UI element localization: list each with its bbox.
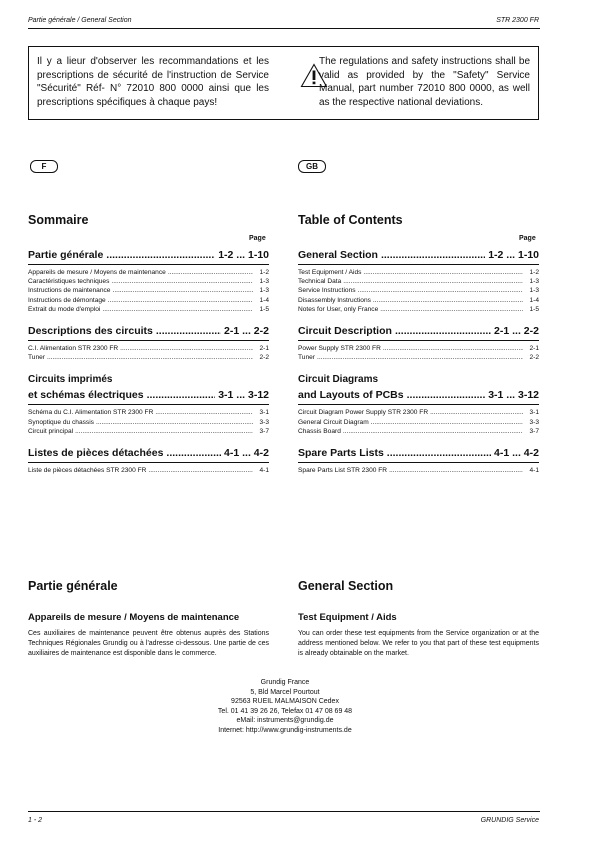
- toc-section-heading[interactable]: et schémas électriques ..... 3-1 ... 3-12: [28, 389, 269, 402]
- toc-item[interactable]: Extrait du mode d'emploi ..... 1-5: [28, 305, 269, 314]
- toc-item[interactable]: Technical Data ..... 1-3: [298, 277, 539, 286]
- safety-text-fr: Il y a lieur d'observer les recommandations et les prescriptions de sécurité de l'instruction de Service "Sécurité" Réf- N° 72010 800 0000 ainsi que les prescriptions spécifiques à chaque pays!: [37, 56, 269, 108]
- address-line: Tel. 01 41 39 26 26, Telefax 01 47 08 69 48: [217, 707, 353, 715]
- toc-item[interactable]: Synoptique du chassis ..... 3-3: [28, 418, 269, 427]
- address-website[interactable]: Internet: http://www.grundig-instruments.de: [218, 726, 352, 734]
- safety-text-en: The regulations and safety instructions shall be valid as provided by the "Safety" Service Manual, part number 72010 800 0000, as well as the respective national deviations.: [319, 56, 530, 108]
- general-subtitle-fr: Appareils de mesure / Moyens de maintenance: [28, 612, 240, 623]
- toc-item[interactable]: Tuner ..... 2-2: [298, 353, 539, 362]
- toc-item[interactable]: Tuner ..... 2-2: [28, 353, 269, 362]
- toc-item[interactable]: Power Supply STR 2300 FR ..... 2-1: [298, 344, 539, 353]
- toc-section-heading[interactable]: Spare Parts Lists ..... 4-1 ... 4-2: [298, 447, 539, 460]
- general-body-en: You can order these test equipments from the Service organization or at the address mentioned below. We refer to you that part of these test equipments is already obtainable on the market.: [298, 630, 539, 657]
- header-right: STR 2300 FR: [496, 17, 539, 24]
- general-body-fr: Ces auxiliaires de maintenance peuvent être obtenus auprès des Stations Techniques Régionales Grundig ou à l'adresse ci-dessous. Une partie de ces auxiliaires de maintenance est disponible dans le commerce.: [28, 630, 269, 657]
- toc-section-heading[interactable]: and Layouts of PCBs ..... 3-1 ... 3-12: [298, 389, 539, 402]
- toc-item[interactable]: Circuit Diagram Power Supply STR 2300 FR ..... 3-1: [298, 408, 539, 417]
- toc-section: [298, 325, 539, 362]
- header-rule: [28, 28, 540, 29]
- language-badge-fr: F: [30, 160, 58, 173]
- toc-item[interactable]: C.I. Alimentation STR 2300 FR ..... 2-1: [28, 344, 269, 353]
- toc-item[interactable]: Notes for User, only France ..... 1-5: [298, 305, 539, 314]
- safety-notice-box: [28, 46, 539, 120]
- toc-page-label-en: Page: [519, 235, 536, 242]
- toc-section: [28, 447, 269, 475]
- toc-item[interactable]: Spare Parts List STR 2300 FR ..... 4-1: [298, 466, 539, 475]
- toc-section-heading[interactable]: Partie générale ..... 1-2 ... 1-10: [28, 249, 269, 262]
- toc-item[interactable]: Disassembly Instructions ..... 1-4: [298, 296, 539, 305]
- toc-item[interactable]: Chassis Board ..... 3-7: [298, 427, 539, 436]
- footer-page-number: 1 - 2: [28, 817, 43, 824]
- toc-section-heading-line1: Circuit Diagrams: [298, 374, 379, 386]
- toc-item[interactable]: Liste de pièces détachées STR 2300 FR ..... 4-1: [28, 466, 269, 475]
- address-line: 5, Bld Marcel Pourtout: [250, 688, 320, 696]
- toc-item[interactable]: Instructions de démontage ..... 1-4: [28, 296, 269, 305]
- toc-item[interactable]: Service Instructions ..... 1-3: [298, 286, 539, 295]
- toc-item[interactable]: Test Equipment / Aids ..... 1-2: [298, 268, 539, 277]
- toc-item[interactable]: General Circuit Diagram ..... 3-3: [298, 418, 539, 427]
- toc-en: [298, 249, 539, 486]
- footer-rule: [28, 811, 540, 812]
- toc-item[interactable]: Circuit principal ..... 3-7: [28, 427, 269, 436]
- toc-section-heading[interactable]: Circuit Description ..... 2-1 ... 2-2: [298, 325, 539, 338]
- toc-section-heading[interactable]: Listes de pièces détachées ..... 4-1 ... 4-2: [28, 447, 269, 460]
- toc-item[interactable]: Schéma du C.I. Alimentation STR 2300 FR ..... 3-1: [28, 408, 269, 417]
- footer-brand: GRUNDIG Service: [480, 817, 539, 824]
- toc-section: [298, 447, 539, 475]
- toc-section: [298, 249, 539, 314]
- toc-section-heading[interactable]: Descriptions des circuits ..... 2-1 ... 2-2: [28, 325, 269, 338]
- general-title-fr: Partie générale: [28, 579, 118, 593]
- toc-fr: [28, 249, 269, 486]
- toc-section-heading-line1: Circuits imprimés: [28, 374, 113, 386]
- toc-section: [28, 373, 269, 436]
- address-email[interactable]: eMail: instruments@grundig.de: [236, 717, 334, 725]
- toc-item[interactable]: Appareils de mesure / Moyens de maintenance ..... 1-2: [28, 268, 269, 277]
- toc-section: [28, 249, 269, 314]
- toc-item[interactable]: Caractéristiques techniques ..... 1-3: [28, 277, 269, 286]
- toc-page-label-fr: Page: [249, 235, 266, 242]
- address-line: 92563 RUEIL MALMAISON Cedex: [231, 698, 339, 706]
- toc-section-heading[interactable]: General Section ..... 1-2 ... 1-10: [298, 249, 539, 262]
- toc-section: [298, 373, 539, 436]
- contact-address: [160, 678, 410, 736]
- address-line: Grundig France: [260, 679, 310, 686]
- toc-item[interactable]: Instructions de maintenance ..... 1-3: [28, 286, 269, 295]
- language-badge-gb: GB: [298, 160, 326, 173]
- toc-section: [28, 325, 269, 362]
- toc-title-fr: Sommaire: [28, 213, 89, 227]
- general-title-en: General Section: [298, 579, 394, 593]
- general-subtitle-en: Test Equipment / Aids: [298, 612, 397, 623]
- header-left: Partie générale / General Section: [28, 17, 132, 24]
- toc-title-en: Table of Contents: [298, 213, 403, 227]
